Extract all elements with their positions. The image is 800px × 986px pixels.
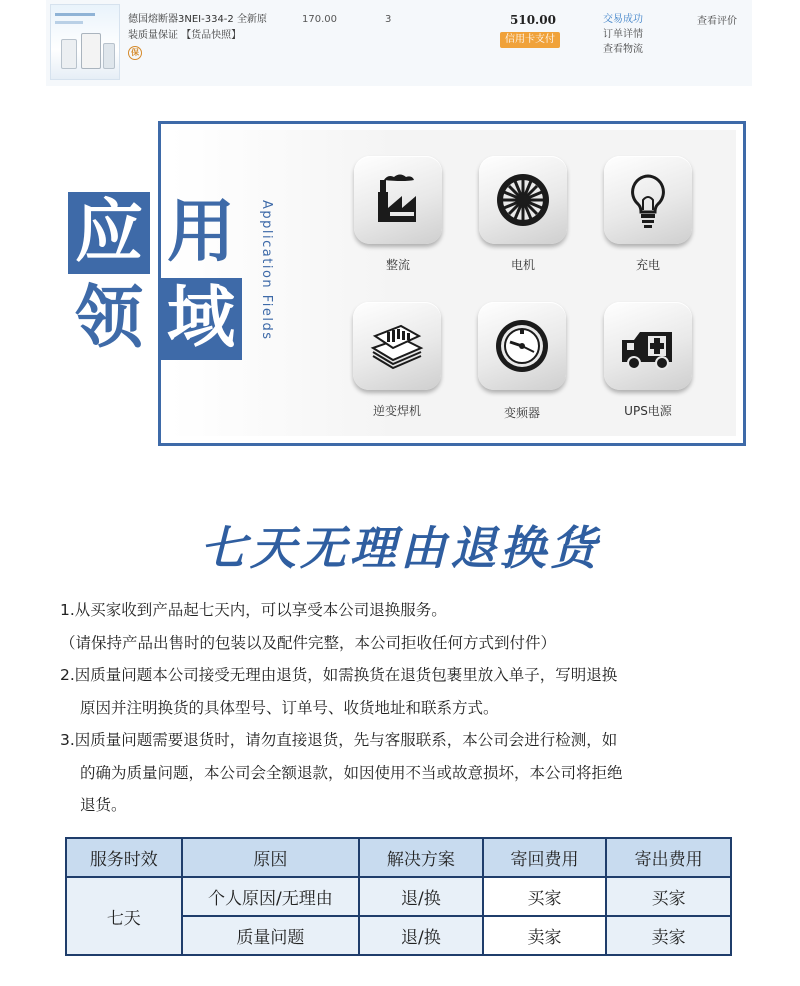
order-row <box>46 0 752 86</box>
trade-status: 交易成功 <box>603 14 643 25</box>
return-service-table <box>65 837 732 956</box>
inverter-label: 变频器 <box>503 406 540 420</box>
reason-cell: 质量问题 <box>182 916 359 955</box>
table-row <box>66 877 731 916</box>
period-cell: 七天 <box>66 877 182 955</box>
policy-item-3-line3: 退货。 <box>80 796 127 814</box>
header-return-cost: 寄回费用 <box>483 838 607 877</box>
table-header-row <box>66 838 731 877</box>
motor-wheel-icon <box>493 170 553 230</box>
motor-label: 电机 <box>510 258 535 272</box>
return-policy-title: 七天无理由退换货 <box>200 521 600 575</box>
charging-tile <box>604 156 692 244</box>
rectifier-label: 整流 <box>385 258 410 272</box>
return-cost-cell: 买家 <box>483 877 607 916</box>
header-solution: 解决方案 <box>359 838 483 877</box>
ups-label: UPS电源 <box>624 404 672 418</box>
policy-item-1-note: （请保持产品出售时的包装以及配件完整，本公司拒收任何方式到付件） <box>60 633 557 652</box>
rectifier-factory-icon <box>368 170 428 230</box>
application-fields-title <box>68 192 248 360</box>
send-cost-cell: 卖家 <box>606 916 731 955</box>
quantity: 3 <box>385 14 392 25</box>
send-cost-cell: 买家 <box>606 877 731 916</box>
title-char-1: 应 <box>68 192 150 274</box>
inverter-welder-icon <box>367 316 427 376</box>
payment-badge: 信用卡支付 <box>500 32 560 48</box>
product-title[interactable] <box>128 12 278 44</box>
welder-tile <box>353 302 441 390</box>
return-cost-cell: 卖家 <box>483 916 607 955</box>
policy-item-3-line1: 3.因质量问题需要退货时，请勿直接退货，先与客服联系，本公司会进行检测，如 <box>60 731 618 749</box>
product-title-line1[interactable]: 德国熔断器3NEI-334-2 全新原 <box>128 14 267 25</box>
frequency-gauge-icon <box>492 316 552 376</box>
ups-tile <box>604 302 692 390</box>
application-fields-english-text: Application Fields <box>259 200 274 341</box>
header-period: 服务时效 <box>66 838 182 877</box>
product-title-line2[interactable]: 装质量保证 <box>128 30 178 41</box>
charging-label: 充电 <box>635 258 660 272</box>
title-char-4: 域 <box>160 278 242 360</box>
reason-cell: 个人原因/无理由 <box>182 877 359 916</box>
application-fields-english <box>256 200 276 350</box>
header-send-cost: 寄出费用 <box>606 838 731 877</box>
ambulance-icon <box>618 316 678 376</box>
solution-cell: 退/换 <box>359 877 483 916</box>
order-detail-link[interactable]: 订单详情 <box>603 29 643 40</box>
policy-item-1: 1.从买家收到产品起七天内，可以享受本公司退换服务。 <box>60 601 447 619</box>
lightbulb-icon <box>618 170 678 230</box>
motor-tile <box>479 156 567 244</box>
title-char-3: 领 <box>74 279 143 358</box>
return-policy-text <box>60 594 750 822</box>
policy-item-2-line2: 原因并注明换货的具体型号、订单号、收货地址和联系方式。 <box>80 698 499 717</box>
snapshot-link[interactable]: 【货品快照】 <box>181 30 242 41</box>
product-thumbnail[interactable] <box>50 4 120 80</box>
guarantee-seal-icon: 保 <box>128 46 142 60</box>
welder-label: 逆变焊机 <box>372 404 421 418</box>
unit-price: 170.00 <box>302 14 337 25</box>
rectifier-tile <box>354 156 442 244</box>
title-char-2: 用 <box>166 193 235 272</box>
header-reason: 原因 <box>182 838 359 877</box>
order-total: 510.00 <box>510 13 556 27</box>
logistics-link[interactable]: 查看物流 <box>603 44 643 55</box>
order-status-column <box>603 12 643 57</box>
policy-item-3-line2: 的确为质量问题，本公司会全额退款，如因使用不当或故意损坏，本公司将拒绝 <box>80 763 623 782</box>
solution-cell: 退/换 <box>359 916 483 955</box>
inverter-tile <box>478 302 566 390</box>
review-link[interactable]: 查看评价 <box>697 16 737 27</box>
policy-item-2-line1: 2.因质量问题本公司接受无理由退货，如需换货在退货包裹里放入单子，写明退换 <box>60 666 618 684</box>
